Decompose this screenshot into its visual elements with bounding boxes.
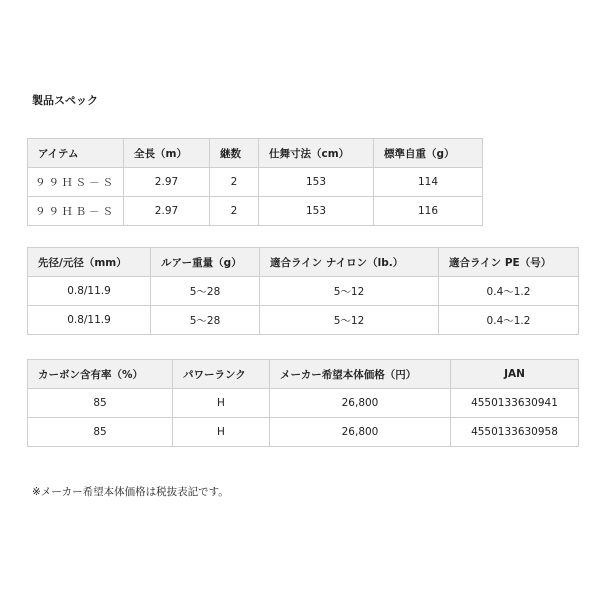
cell-carbon-content: 85 bbox=[28, 418, 173, 447]
header-tip-butt-diameter: 先径/元径（mm） bbox=[28, 248, 151, 277]
cell-jan: 4550133630941 bbox=[451, 389, 579, 418]
cell-pieces: 2 bbox=[210, 197, 259, 226]
header-pieces: 継数 bbox=[210, 139, 259, 168]
section-heading: 製品スペック bbox=[32, 94, 98, 107]
cell-pieces: 2 bbox=[210, 168, 259, 197]
cell-price: 26,800 bbox=[270, 389, 451, 418]
table-row bbox=[28, 418, 579, 447]
header-item: アイテム bbox=[28, 139, 124, 168]
header-line-nylon: 適合ライン ナイロン（lb.） bbox=[260, 248, 439, 277]
cell-line-pe: 0.4～1.2 bbox=[439, 277, 579, 306]
header-price: メーカー希望本体価格（円） bbox=[270, 360, 451, 389]
cell-line-pe: 0.4～1.2 bbox=[439, 306, 579, 335]
header-jan: JAN bbox=[451, 360, 579, 389]
cell-line-nylon: 5～12 bbox=[260, 306, 439, 335]
cell-carbon-content: 85 bbox=[28, 389, 173, 418]
cell-item: ９９ＨＢ－Ｓ bbox=[28, 197, 124, 226]
table-header-row bbox=[28, 139, 483, 168]
spec-table-basic bbox=[27, 138, 483, 226]
header-power-rank: パワーランク bbox=[173, 360, 270, 389]
table-row bbox=[28, 168, 483, 197]
header-weight: 標準自重（g） bbox=[374, 139, 483, 168]
header-carbon-content: カーボン含有率（%） bbox=[28, 360, 173, 389]
header-line-pe: 適合ライン PE（号） bbox=[439, 248, 579, 277]
cell-tip-butt-diameter: 0.8/11.9 bbox=[28, 306, 151, 335]
cell-line-nylon: 5～12 bbox=[260, 277, 439, 306]
table-header-row bbox=[28, 360, 579, 389]
cell-lure-weight: 5～28 bbox=[151, 277, 260, 306]
price-note: ※メーカー希望本体価格は税抜表記です。 bbox=[32, 486, 229, 498]
header-lure-weight: ルアー重量（g） bbox=[151, 248, 260, 277]
cell-length: 2.97 bbox=[124, 197, 210, 226]
cell-item: ９９ＨＳ－Ｓ bbox=[28, 168, 124, 197]
header-closed-length: 仕舞寸法（cm） bbox=[259, 139, 374, 168]
cell-weight: 116 bbox=[374, 197, 483, 226]
table-header-row bbox=[28, 248, 579, 277]
cell-power-rank: H bbox=[173, 389, 270, 418]
header-length: 全長（m） bbox=[124, 139, 210, 168]
cell-jan: 4550133630958 bbox=[451, 418, 579, 447]
cell-closed-length: 153 bbox=[259, 197, 374, 226]
cell-tip-butt-diameter: 0.8/11.9 bbox=[28, 277, 151, 306]
table-row bbox=[28, 277, 579, 306]
table-row bbox=[28, 197, 483, 226]
cell-closed-length: 153 bbox=[259, 168, 374, 197]
cell-price: 26,800 bbox=[270, 418, 451, 447]
spec-table-line bbox=[27, 247, 579, 335]
table-row bbox=[28, 306, 579, 335]
cell-weight: 114 bbox=[374, 168, 483, 197]
cell-length: 2.97 bbox=[124, 168, 210, 197]
cell-lure-weight: 5～28 bbox=[151, 306, 260, 335]
table-row bbox=[28, 389, 579, 418]
spec-table-price bbox=[27, 359, 579, 447]
cell-power-rank: H bbox=[173, 418, 270, 447]
